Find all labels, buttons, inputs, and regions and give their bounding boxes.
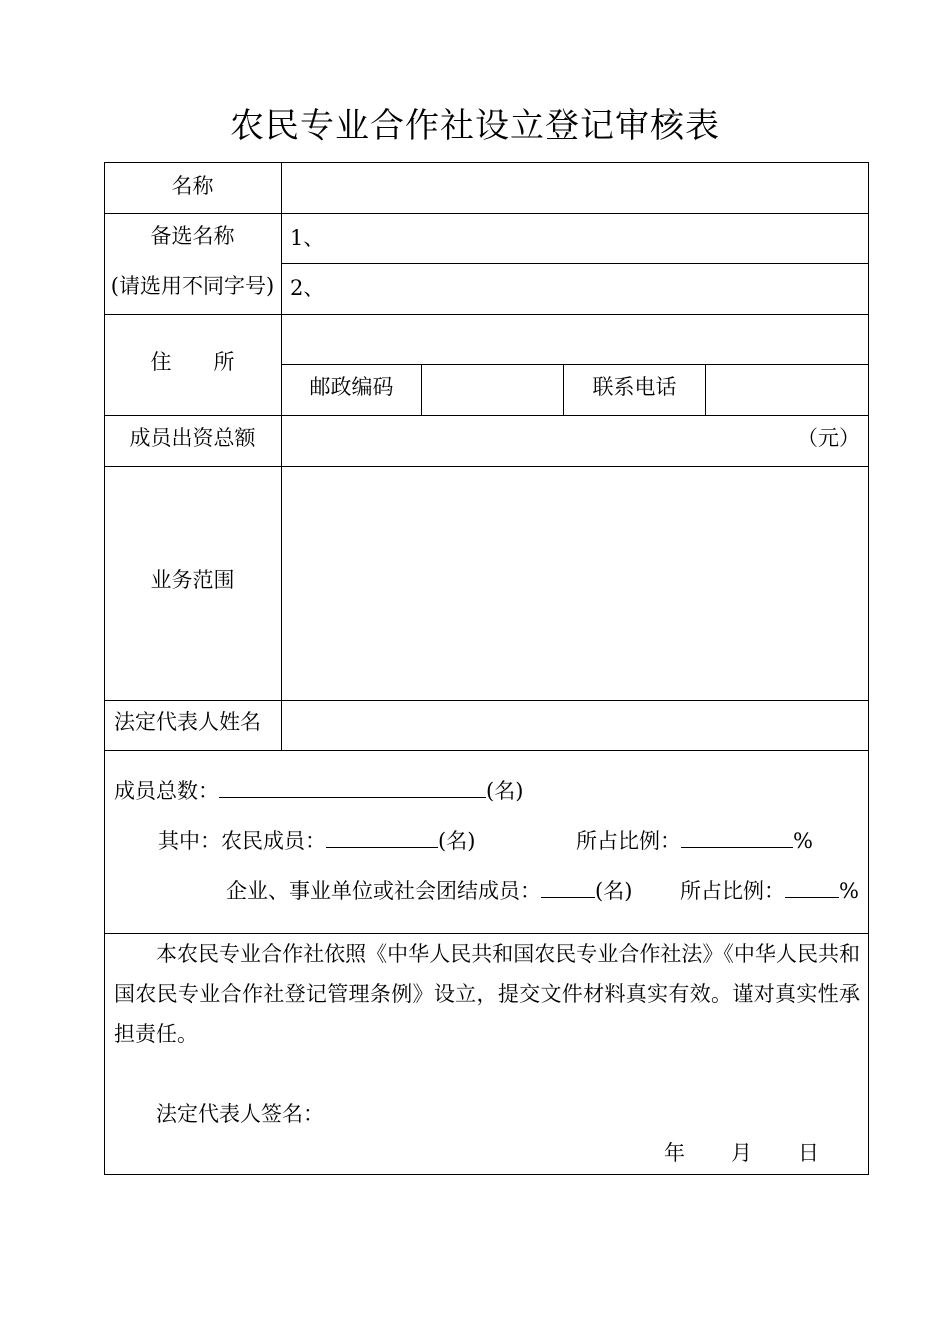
postcode-label: 邮政编码 [309, 375, 394, 399]
farmer-members-field[interactable] [326, 827, 438, 848]
farmer-members-label: 其中：农民成员： [158, 829, 326, 853]
capital-field[interactable] [282, 416, 867, 466]
capital-label: 成员出资总额 [129, 426, 256, 450]
alt-name-label: 备选名称 [150, 224, 235, 248]
members-total-line [114, 777, 523, 803]
farmer-ratio-field[interactable] [681, 827, 793, 848]
enterprise-ratio-field[interactable] [785, 877, 839, 898]
date-month: 月 [731, 1141, 752, 1165]
alt-name-2-field[interactable]: 2、 [290, 276, 325, 300]
alt-name-1-field[interactable]: 1、 [290, 226, 325, 250]
name-label: 名称 [171, 174, 214, 198]
signature-field[interactable] [334, 1094, 834, 1124]
registration-form [104, 162, 870, 1175]
address-label: 住 所 [150, 350, 235, 374]
farmer-ratio-label: 所占比例： [576, 829, 681, 853]
signature-label: 法定代表人签名： [156, 1102, 324, 1126]
enterprise-members-unit: (名) [595, 879, 633, 903]
date-year: 年 [664, 1141, 685, 1165]
enterprise-members-line [226, 877, 632, 903]
members-total-unit: (名) [486, 779, 524, 803]
declaration-text: 本农民专业合作社依照《中华人民共和国农民专业合作社法》《中华人民共和国农民专业合作社登记管理条例》设立，提交文件材料真实有效。谨对真实性承担责任。 [114, 942, 860, 1046]
enterprise-ratio-percent: % [839, 879, 859, 903]
form-border-double [868, 162, 869, 1175]
capital-unit: （元） [797, 426, 860, 450]
farmer-ratio-percent: % [793, 829, 813, 853]
members-total-field[interactable] [219, 777, 486, 798]
legal-rep-label: 法定代表人姓名 [114, 710, 261, 734]
farmer-ratio-line [576, 827, 813, 853]
enterprise-members-field[interactable] [541, 877, 595, 898]
phone-label: 联系电话 [592, 375, 677, 399]
phone-field[interactable] [706, 365, 867, 415]
postcode-field[interactable] [422, 365, 563, 415]
date-day: 日 [798, 1141, 819, 1165]
form-title: 农民专业合作社设立登记审核表 [230, 106, 720, 146]
business-scope-field[interactable] [282, 467, 867, 700]
farmer-members-unit: (名) [438, 829, 476, 853]
alt-name-hint: (请选用不同字号) [110, 274, 275, 298]
address-field[interactable] [282, 315, 867, 364]
members-total-label: 成员总数： [114, 779, 219, 803]
farmer-members-line [158, 827, 475, 853]
enterprise-ratio-label: 所占比例： [680, 879, 785, 903]
legal-rep-field[interactable] [282, 701, 867, 750]
enterprise-members-label: 企业、事业单位或社会团结成员： [226, 879, 541, 903]
name-field[interactable] [282, 163, 867, 213]
business-scope-label: 业务范围 [150, 568, 235, 592]
enterprise-ratio-line [680, 877, 859, 903]
